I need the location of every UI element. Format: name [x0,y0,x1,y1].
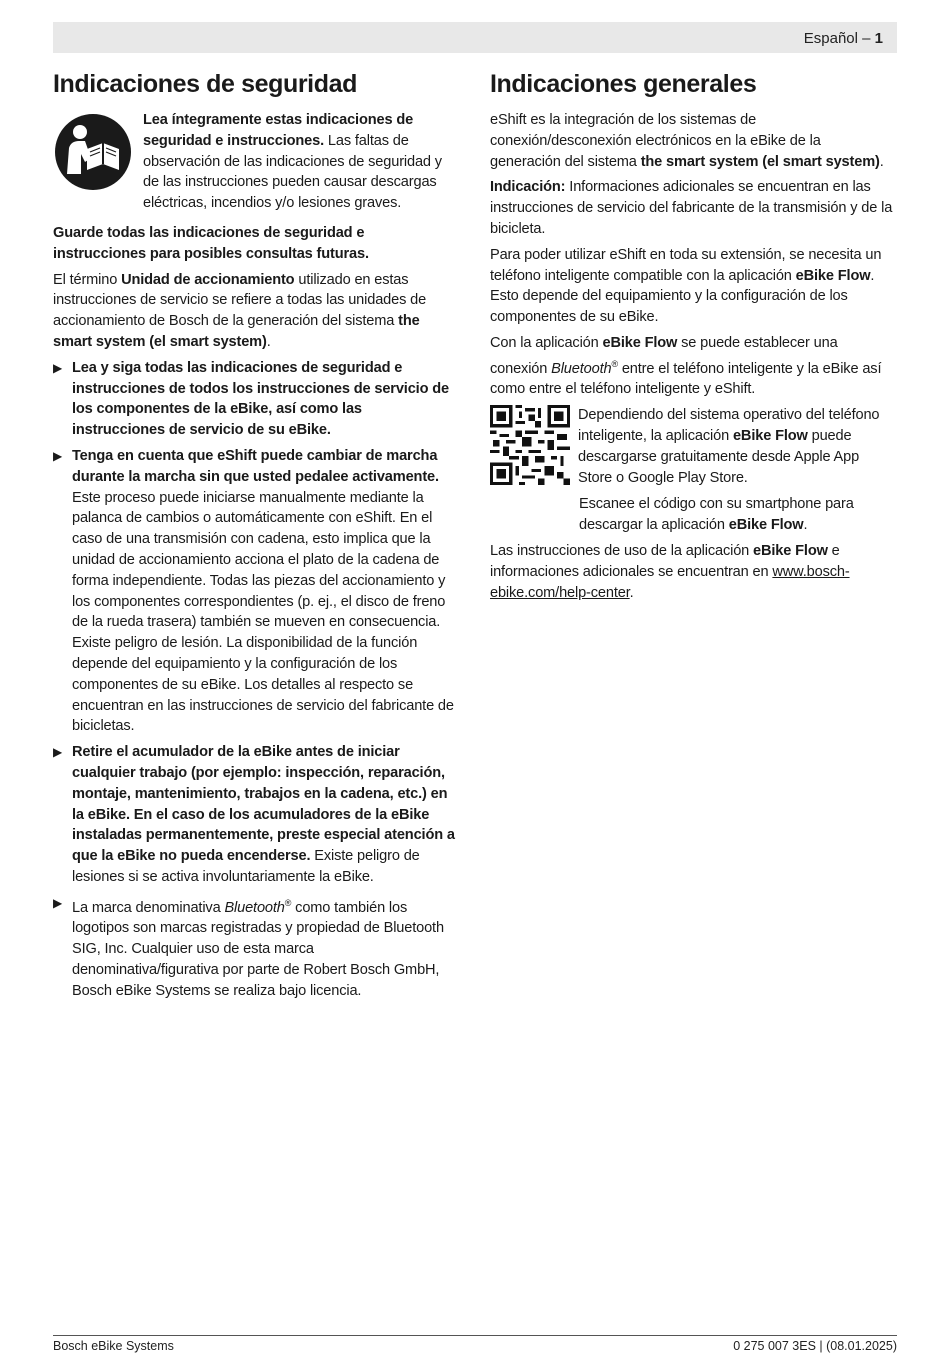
page-label [804,30,883,47]
bullet-text [72,358,455,441]
bullet-text [72,446,455,737]
bullet3-rest: Existe peligro de lesiones si se activa involuntariamente la eBike. [72,848,420,885]
bullet-text [72,742,455,888]
p6-b: e informaciones adicionales se encuentran en [490,543,840,580]
p4-bold: eBike Flow [602,334,678,351]
p4-italic: Bluetooth [551,360,612,377]
intro-bold: Lea íntegramente estas indicaciones de seguridad e instrucciones. [143,112,414,149]
general-title: Indicaciones generales [490,70,757,98]
left-column [53,68,455,1007]
bullet-arrow-icon: ▶ [53,895,63,910]
p4-c: entre el teléfono inteligente y la eBike así como entre el teléfono inteligente y eShift. [490,360,882,398]
eshift-intro [490,110,894,172]
bullet4-p1: La marca denominativa [72,899,225,916]
note-paragraph [490,177,894,239]
help-paragraph [490,541,894,603]
footer-divider [53,1335,897,1336]
term-p2: utilizado en estas instrucciones de servicio se refiere a todas las unidades de accionamiento de Bosch de la generación del sistema [53,271,427,330]
registered-mark: ® [611,358,618,369]
bullet-item [53,446,455,737]
footer-brand: Bosch eBike Systems [53,1339,174,1353]
bullet4-p2: como también los logotipos son marcas registradas y propiedad de Bluetooth SIG, Inc. Cualquier uso de esta marca denominativa/figurativa por parte de Robert Bosch GmbH, Bosch eBike Systems se realiza bajo licencia. [72,899,444,999]
read-manual-icon [53,112,133,192]
language-label: Español [803,30,858,47]
term-bold: Unidad de accionamiento [121,271,295,288]
safety-title: Indicaciones de seguridad [53,70,357,98]
p3-bold: eBike Flow [795,267,871,284]
p3-b: . Esto depende del equipamiento y la configuración de los componentes de su eBike. [490,267,875,326]
scan-a: Escanee el código con su smartphone para descargar la aplicación [579,496,854,534]
registered-mark: ® [284,897,292,908]
smartphone-paragraph [490,245,894,328]
qr-bold: eBike Flow [732,428,808,445]
qr-code-icon[interactable] [490,405,570,485]
bullet-arrow-icon: ▶ [53,360,63,375]
bullet4-italic: Bluetooth [224,899,285,916]
header-separator: – [857,30,875,47]
p6-a: Las instrucciones de uso de la aplicación [490,543,754,559]
qr-b: puede descargarse gratuitamente desde Apple App Store o Google Play Store. [578,428,860,486]
scan-end: . [803,517,808,534]
bullet1-bold: Lea y siga todas las indicaciones de seguridad e instrucciones de todos los instrucciones de servicio de los componentes de la eBike, así como las instrucciones de servicio de su eBike. [72,359,449,439]
term-bold2: the smart system (el smart system) [53,313,420,350]
term-definition [53,270,455,353]
safety-intro [53,110,455,219]
p6-bold: eBike Flow [753,543,828,559]
right-column [490,68,894,608]
footer-doc-id: 0 275 007 3ES | (08.01.2025) [733,1339,897,1353]
bullet-item [53,358,455,441]
keep-notice-text: Guarde todas las indicaciones de seguridad e instrucciones para posibles consultas futuras. [53,224,369,262]
p4-a: Con la aplicación [490,334,603,351]
term-p1: El término [53,271,122,288]
note-label: Indicación: [490,179,566,196]
p1-a: eShift es la integración de los sistemas de conexión/desconexión electrónicos en la eBike de la generación del sistema [490,112,821,170]
page-header-bar [53,22,897,53]
p1-end: . [879,153,884,170]
bullet2-rest: Este proceso puede iniciarse manualmente mediante la palanca de cambios o automáticamente con eShift. En el caso de una transmisión con cadena, esto implica que la unidad de accionamiento acciona el plato de la cadena de forma independiente. Todas las piezas del accionamiento y los componentes correspondientes (p. ej., el disco de freno de la rueda trasera) también se mueven en consecuencia. Existe peligro de lesión. La disponibilidad de la función depende del equipamiento y la configuración de los componentes de su eBike. Los detalles al respecto se encuentran en las instrucciones de servicio del fabricante de bicicletas. [72,489,454,735]
bullet-arrow-icon: ▶ [53,448,63,463]
note-text: Informaciones adicionales se encuentran en las instrucciones de servicio del fabricante de la transmisión y de la bicicleta. [490,179,893,237]
keep-notice [53,223,455,265]
bullet-item [53,893,455,1002]
bullet2-bold: Tenga en cuenta que eShift puede cambiar de marcha durante la marcha sin que usted pedalee activamente. [72,447,439,485]
term-end: . [266,333,271,350]
scan-paragraph [490,494,894,536]
bullet-item [53,742,455,888]
page-number: 1 [874,30,883,47]
qr-description [578,405,894,488]
p6-end: . [629,584,634,601]
qr-a: Dependiendo del sistema operativo del teléfono inteligente, la aplicación [578,407,880,445]
qr-section [490,405,894,488]
intro-rest: Las faltas de observación de las indicaciones de seguridad y de las instrucciones pueden causar descargas eléctricas, incendios y/o lesiones graves. [143,132,442,212]
connection-paragraph [490,333,894,400]
bullet-arrow-icon: ▶ [53,745,63,760]
safety-intro-text [143,110,455,214]
help-center-link[interactable]: www.bosch-ebike.com/help-center [490,563,850,601]
bullet-text [72,893,455,1002]
bullet3-bold: Retire el acumulador de la eBike antes de iniciar cualquier trabajo (por ejemplo: inspección, reparación, montaje, mantenimiento, trabajos en la cadena, etc.) en la eBike. En el caso de los acumuladores de la eBike instaladas permanentemente, preste especial atención a que la eBike no pueda encenderse. [72,744,455,865]
p4-b: se puede establecer una conexión [490,334,838,377]
p1-bold: the smart system (el smart system) [640,153,880,170]
scan-bold: eBike Flow [728,517,804,534]
p3-a: Para poder utilizar eShift en toda su extensión, se necesita un teléfono inteligente compatible con la aplicación [490,246,882,284]
